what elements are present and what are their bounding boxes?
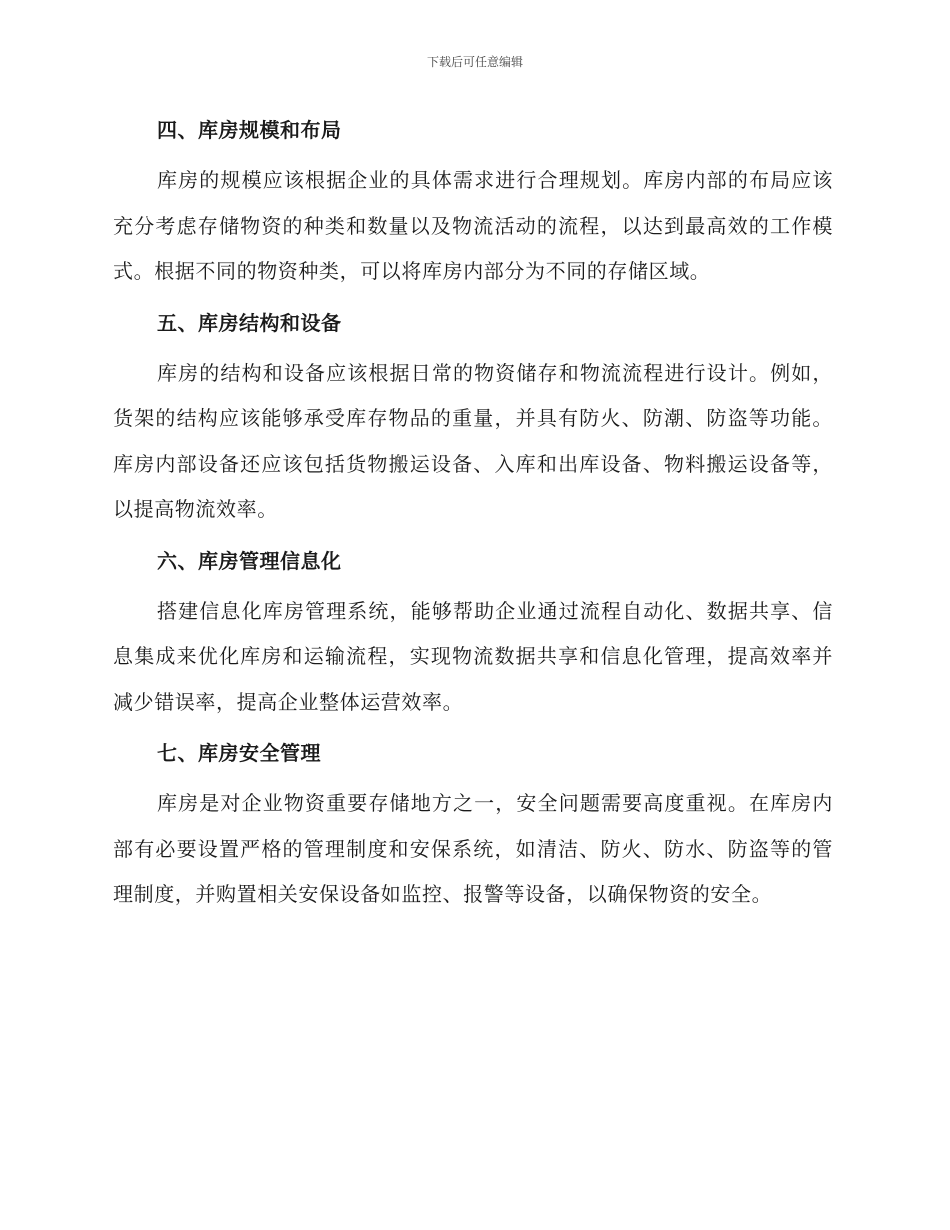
section-heading: 六、库房管理信息化	[157, 548, 342, 573]
section-paragraph: 搭建信息化库房管理系统，能够帮助企业通过流程自动化、数据共享、信息集成来优化库房和运输流程，实现物流数据共享和信息化管理，提高效率并减少错误率，提高企业整体运营效率。	[113, 598, 833, 714]
header-note: 下载后可任意编辑	[426, 55, 523, 69]
section-paragraph: 库房是对企业物资重要存储地方之一，安全问题需要高度重视。在库房内部有必要设置严格的管理制度和安保系统，如清洁、防火、防水、防盗等的管理制度，并购置相关安保设备如监控、报警等设备，以确保物资的安全。	[113, 791, 833, 906]
section-7	[113, 735, 833, 918]
section-4	[113, 112, 833, 295]
section-heading: 七、库房安全管理	[157, 741, 321, 765]
document-body	[113, 112, 833, 928]
section-paragraph: 库房的规模应该根据企业的具体需求进行合理规划。库房内部的布局应该充分考虑存储物资的种类和数量以及物流活动的流程，以达到最高效的工作模式。根据不同的物资种类，可以将库房内部分为不同的存储区域。	[113, 168, 833, 283]
section-paragraph: 库房的结构和设备应该根据日常的物资储存和物流流程进行设计。例如，货架的结构应该能够承受库存物品的重量，并具有防火、防潮、防盗等功能。库房内部设备还应该包括货物搬运设备、入库和出库设备、物料搬运设备等，以提高物流效率。	[113, 360, 833, 521]
section-6	[113, 543, 833, 726]
section-heading: 五、库房结构和设备	[157, 310, 342, 335]
section-heading: 四、库房规模和布局	[157, 118, 342, 142]
section-5	[113, 305, 833, 533]
